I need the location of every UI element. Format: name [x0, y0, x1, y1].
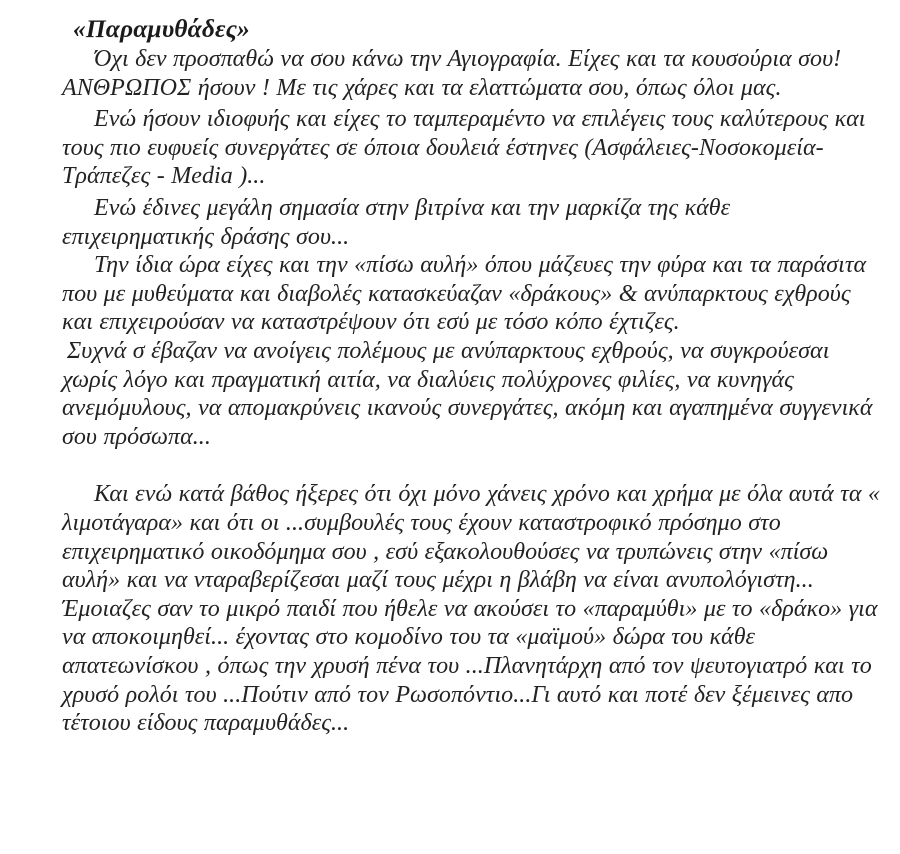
paragraph-block-spacer	[62, 451, 880, 480]
paragraph-3: Ενώ έδινες μεγάλη σημασία στην βιτρίνα και την μαρκίζα της κάθε επιχειρηματικής δράσης σου...	[62, 195, 737, 250]
paragraph-1: Όχι δεν προσπαθώ να σου κάνω την Αγιογραφία. Είχες και τα κουσούρια σου! ΑΝΘΡΩΠΟΣ ήσουν ! Με τις χάρες και τα ελαττώματα σου, όπως όλοι μας.	[62, 46, 848, 101]
paragraph-5: Συχνά σ έβαζαν να ανοίγεις πολέμους με ανύπαρκτους εχθρούς, να συγκρούεσαι χωρίς λόγο και πραγματική αιτία, να διαλύεις πολύχρονες φιλίες, να κυνηγάς ανεμόμυλους, να απομακρύνεις ικανούς συνεργάτες, ακόμη και αγαπημένα συγγενικά σου πρόσωπα...	[62, 338, 879, 450]
paragraph-6: Και ενώ κατά βάθος ήξερες ότι όχι μόνο χάνεις χρόνο και χρήμα με όλα αυτά τα « λιμοτάγαρα» και ότι οι ...συμβουλές τους έχουν καταστροφικό πρόσημο στο επιχειρηματικό οικοδόμημα σου , εσύ εξακολουθούσες να τρυπώνεις στην «πίσω αυλή» και να νταραβερίζεσαι μαζί τους μέχρι η βλάβη να είναι ανυπολόγιστη... Έμοιαζες σαν το μικρό παιδί που ήθελε να ακούσει το «παραμύθι» με το «δράκο» για να αποκοιμηθεί... έχοντας στο κομοδίνο του τα «μαϊμού» δώρα του κάθε απατεωνίσκου , όπως την χρυσή πένα του ...Πλανητάρχη από τον ψευτογιατρό και το χρυσό ρολόι του ...Πούτιν από τον Ρωσοπόντιο...Γι αυτό και ποτέ δεν ξέμεινες απο τέτοιου είδους παραμυθάδες...	[62, 481, 887, 737]
document-body	[62, 14, 887, 738]
paragraph-4: Την ίδια ώρα είχες και την «πίσω αυλή» όπου μάζευες την φύρα και τα παράσιτα που με μυθεύματα και διαβολές κατασκεύαζαν «δράκους» & ανύπαρκτους εχθρούς και επιχειρούσαν να καταστρέψουν ότι εσύ με τόσο κόπο έχτιζες.	[62, 252, 873, 336]
paragraph-2: Ενώ ήσουν ιδιοφυής και είχες το ταμπεραμέντο να επιλέγεις τους καλύτερους και τους πιο ευφυείς συνεργάτες σε όποια δουλειά έστηνες (Ασφάλειες-Νοσοκομεία-Τράπεζες - Media )...	[62, 106, 872, 190]
page-title: «Παραμυθάδες»	[73, 14, 250, 43]
